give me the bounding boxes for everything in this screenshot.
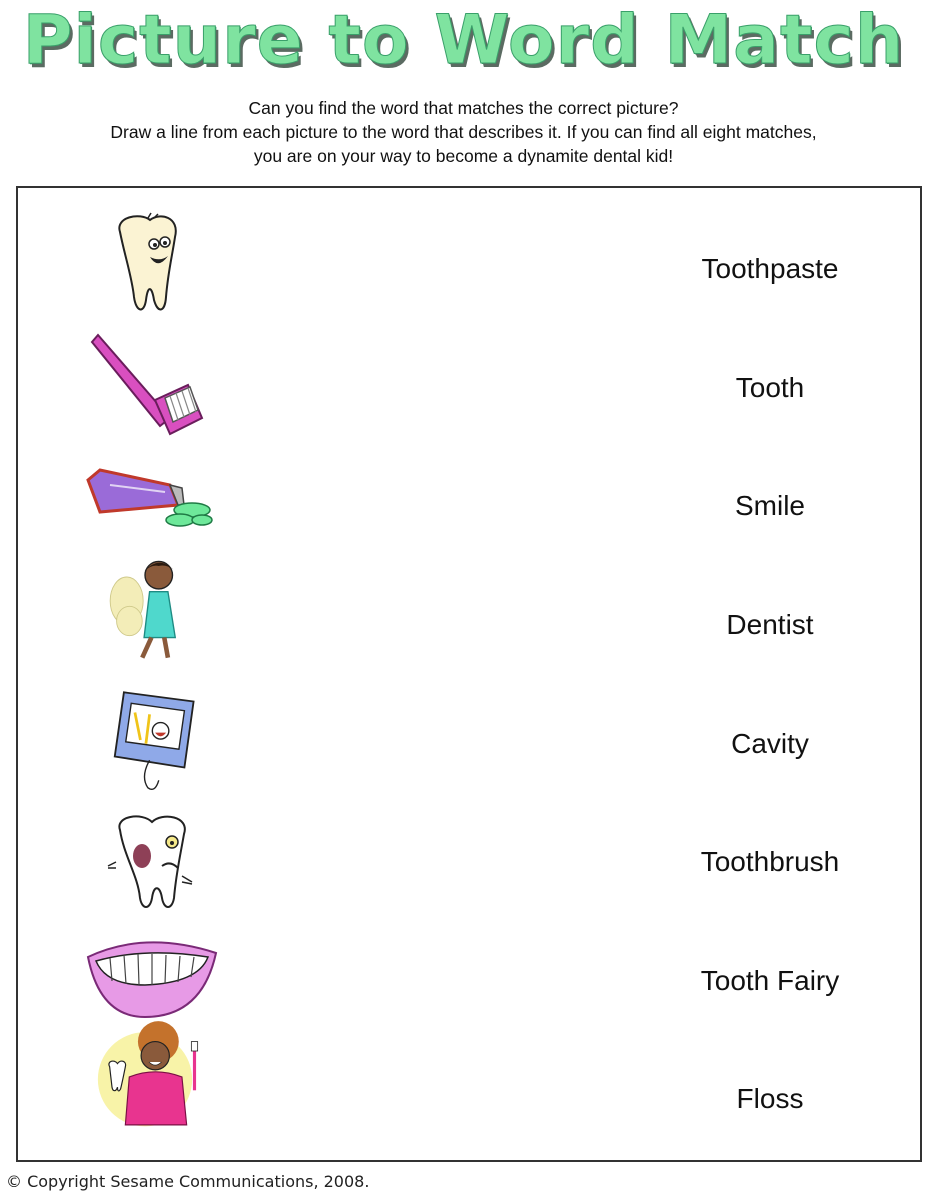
dentist-icon[interactable] (70, 1018, 220, 1128)
instruction-line: Draw a line from each picture to the word that describes it. If you can find all eight matches, (110, 122, 817, 142)
word-option[interactable]: Tooth (735, 372, 805, 403)
instruction-line: you are on your way to become a dynamite dental kid! (253, 146, 674, 166)
cavity-tooth-icon[interactable] (70, 812, 220, 922)
instruction-line: Can you find the word that matches the correct picture? (248, 98, 679, 118)
floss-dispenser-icon[interactable] (70, 685, 220, 795)
happy-tooth-icon[interactable] (70, 212, 220, 322)
worksheet-title: Picture to Word Match (22, 1, 905, 80)
toothpaste-tube-icon[interactable] (70, 450, 220, 560)
word-option[interactable]: Toothpaste (701, 253, 839, 284)
word-option[interactable]: Floss (736, 1083, 804, 1114)
toothbrush-icon[interactable] (70, 330, 220, 440)
tooth-fairy-icon[interactable] (70, 555, 220, 665)
instructions (20, 96, 907, 168)
word-option[interactable]: Tooth Fairy (700, 965, 840, 996)
word-option[interactable]: Cavity (731, 728, 809, 759)
word-option[interactable]: Toothbrush (700, 846, 840, 877)
word-option[interactable]: Smile (734, 490, 805, 521)
copyright-notice: © Copyright Sesame Communications, 2008. (6, 1172, 370, 1191)
word-option[interactable]: Dentist (726, 609, 814, 640)
